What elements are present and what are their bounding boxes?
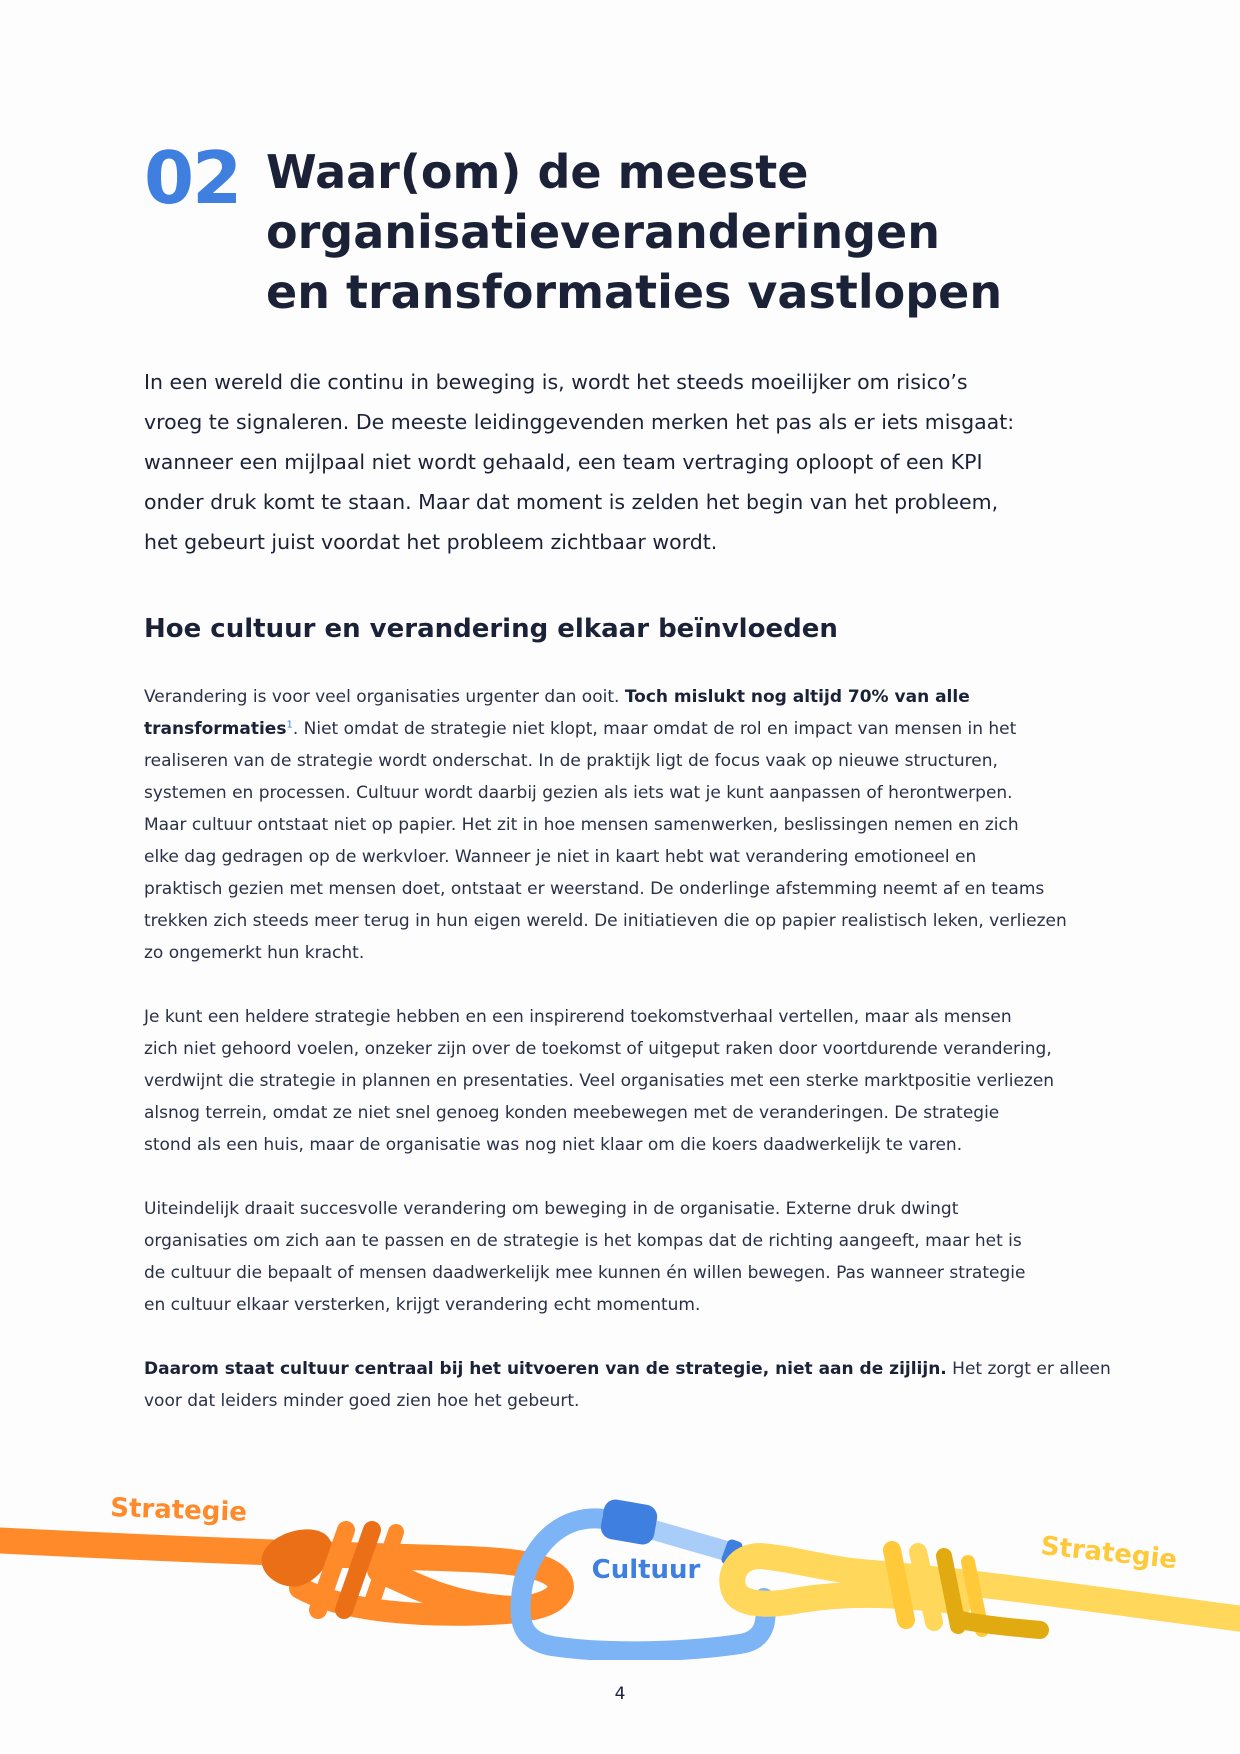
body-line: stond als een huis, maar de organisatie was nog niet klaar om die koers daadwerkelijk te varen. bbox=[144, 1135, 963, 1155]
body-bold-text: Daarom staat cultuur centraal bij het uitvoeren van de strategie, niet aan de zijlijn. bbox=[144, 1359, 947, 1379]
body-paragraph-2 bbox=[144, 1001, 1104, 1161]
body-bold-text: transformaties bbox=[144, 719, 287, 739]
chapter-title-line: en transformaties vastlopen bbox=[266, 265, 1003, 319]
footnote-link[interactable]: 1 bbox=[286, 719, 293, 731]
carabiner-lock bbox=[599, 1498, 659, 1547]
chapter-title bbox=[266, 142, 1106, 322]
chapter-number: 02 bbox=[144, 136, 241, 220]
intro-line: In een wereld die continu in beweging is, wordt het steeds moeilijker om risico’s bbox=[144, 370, 968, 394]
body-text: Het zorgt er alleen bbox=[946, 1359, 1111, 1379]
body-line: realiseren van de strategie wordt onderschat. In de praktijk ligt de focus vaak op nieuwe structuren, bbox=[144, 751, 998, 771]
right-rope-label: Strategie bbox=[1039, 1531, 1179, 1576]
section-heading: Hoe cultuur en verandering elkaar beïnvloeden bbox=[144, 614, 838, 644]
intro-line: het gebeurt juist voordat het probleem zichtbaar wordt. bbox=[144, 530, 718, 554]
intro-line: onder druk komt te staan. Maar dat moment is zelden het begin van het probleem, bbox=[144, 490, 999, 514]
yellow-knot-wrap bbox=[892, 1550, 906, 1620]
chapter-title-line: organisatieveranderingen bbox=[266, 205, 941, 259]
body-line bbox=[144, 713, 1104, 745]
body-line: trekken zich steeds meer terug in hun eigen wereld. De initiatieven die op papier realistisch leken, verliezen bbox=[144, 911, 1067, 931]
yellow-knot-wrap bbox=[918, 1552, 934, 1622]
body-line: de cultuur die bepaalt of mensen daadwerkelijk mee kunnen én willen bewegen. Pas wanneer strategie bbox=[144, 1263, 1026, 1283]
body-line: alsnog terrein, omdat ze niet snel genoeg konden meebewegen met de veranderingen. De strategie bbox=[144, 1103, 1000, 1123]
body-line bbox=[144, 1353, 1111, 1385]
body-text: . Niet omdat de strategie niet klopt, maar omdat de rol en impact van mensen in het bbox=[292, 719, 1017, 739]
chapter-title-line: Waar(om) de meeste bbox=[266, 145, 809, 199]
body-line: zo ongemerkt hun kracht. bbox=[144, 943, 365, 963]
body-text: Verandering is voor veel organisaties urgenter dan ooit. bbox=[144, 687, 625, 707]
intro-paragraph bbox=[144, 362, 1104, 562]
body-line: Uiteindelijk draait succesvolle verandering om beweging in de organisatie. Externe druk dwingt bbox=[144, 1199, 959, 1219]
body-line bbox=[144, 681, 1104, 713]
body-line: voor dat leiders minder goed zien hoe het gebeurt. bbox=[144, 1391, 580, 1411]
body-line: verdwijnt die strategie in plannen en presentaties. Veel organisaties met een sterke marktpositie verliezen bbox=[144, 1071, 1055, 1091]
intro-line: vroeg te signaleren. De meeste leidinggevenden merken het pas als er iets misgaat: bbox=[144, 410, 1015, 434]
yellow-tail bbox=[960, 1620, 1040, 1630]
rope-carabiner-illustration bbox=[0, 1470, 1240, 1660]
body-line: elke dag gedragen op de werkvloer. Wanneer je niet in kaart hebt wat verandering emotioneel en bbox=[144, 847, 977, 867]
left-rope-label: Strategie bbox=[109, 1493, 248, 1528]
body-bold-text: Toch mislukt nog altijd 70% van alle bbox=[624, 687, 970, 707]
carabiner-label: Cultuur bbox=[591, 1555, 701, 1585]
body-paragraph-1 bbox=[144, 681, 1104, 969]
body-line: praktisch gezien met mensen doet, ontstaat er weerstand. De onderlinge afstemming neemt af en teams bbox=[144, 879, 1045, 899]
body-line: Je kunt een heldere strategie hebben en een inspirerend toekomstverhaal vertellen, maar als mensen bbox=[144, 1007, 1012, 1027]
page-number: 4 bbox=[614, 1684, 626, 1704]
body-line: systemen en processen. Cultuur wordt daarbij gezien als iets wat je kunt aanpassen of herontwerpen. bbox=[144, 783, 1013, 803]
body-line: Maar cultuur ontstaat niet op papier. Het zit in hoe mensen samenwerken, beslissingen nemen en zich bbox=[144, 815, 1019, 835]
body-line: zich niet gehoord voelen, onzeker zijn over de toekomst of uitgeput raken door voortdurende verandering, bbox=[144, 1039, 1052, 1059]
body-paragraph-4 bbox=[144, 1353, 1111, 1417]
body-paragraph-3 bbox=[144, 1193, 1104, 1321]
body-line: en cultuur elkaar versterken, krijgt verandering echt momentum. bbox=[144, 1295, 701, 1315]
body-line: organisaties om zich aan te passen en de strategie is het kompas dat de richting aangeeft, maar het is bbox=[144, 1231, 1022, 1251]
intro-line: wanneer een mijlpaal niet wordt gehaald, een team vertraging oploopt of een KPI bbox=[144, 450, 983, 474]
